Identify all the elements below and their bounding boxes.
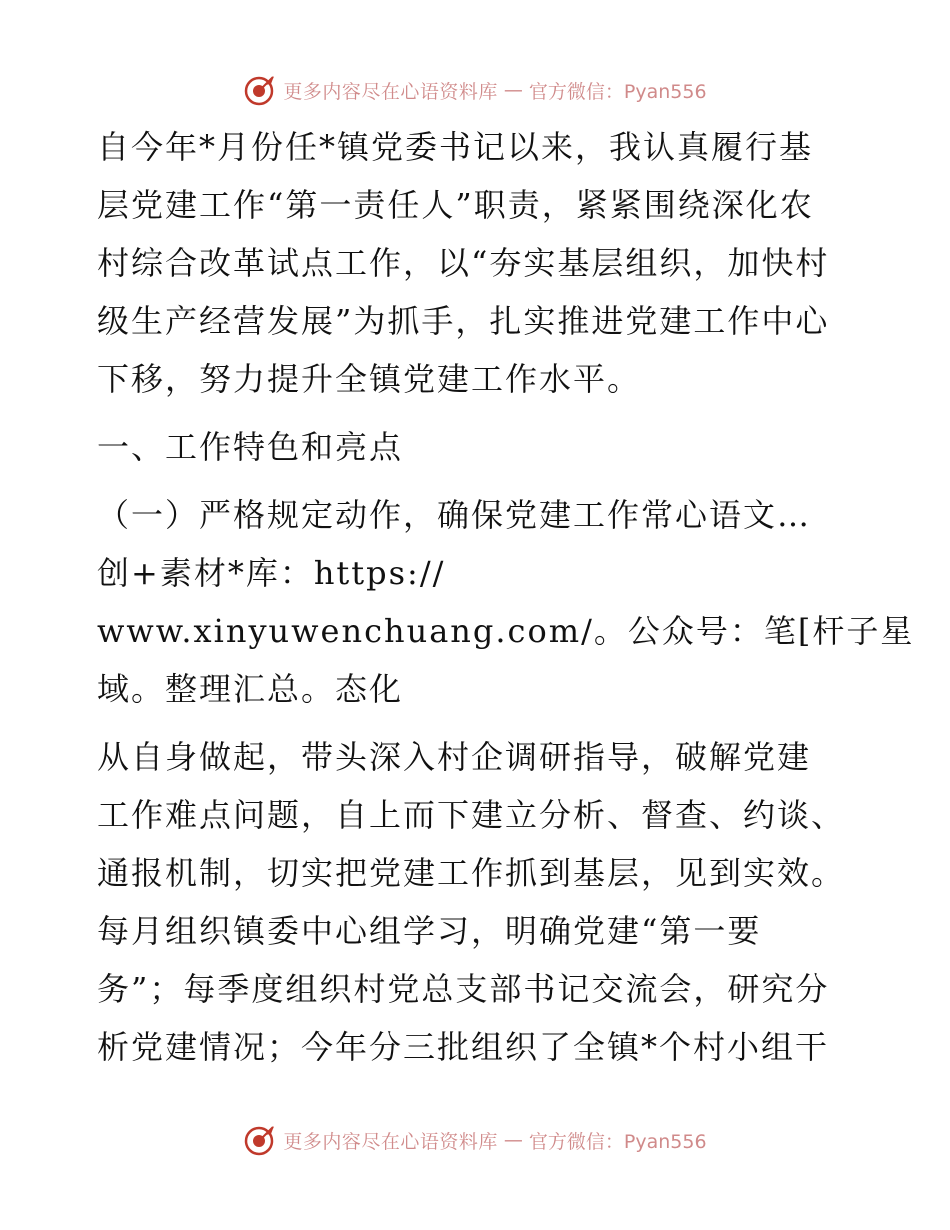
text-line: 通报机制，切实把党建工作抓到基层，见到实效。 [97,854,846,892]
text-line: （一）严格规定动作，确保党建工作常心语文… [97,496,812,534]
watermark-contact: 官方微信：Pyan556 [528,80,707,103]
paragraph-body [97,728,857,1076]
text-line: 域。整理汇总。态化 [97,670,404,708]
text-line: 析党建情况；今年分三批组织了全镇*个村小组干 [97,1028,830,1066]
watermark-brand: 更多内容尽在心语资料库 [283,80,498,103]
watermark-separator: — [503,1129,523,1151]
text-line: www.xinyuwenchuang.com/。公众号：笔[杆子星 [97,612,915,650]
paragraph-subheading [97,486,915,718]
text-line: 下移，努力提升全镇党建工作水平。 [97,360,642,398]
watermark-contact: 官方微信：Pyan556 [528,1130,707,1153]
text-line: 从自身做起，带头深入村企调研指导，破解党建 [97,738,812,776]
quill-logo-icon [243,1123,277,1157]
text-line: 自今年*月份任*镇党委书记以来，我认真履行基 [97,128,814,166]
header-watermark [0,70,950,110]
text-line: 务”；每季度组织村党总支部书记交流会，研究分 [97,970,830,1008]
text-line: 每月组织镇委中心组学习，明确党建“第一要 [97,912,762,950]
text-line: 工作难点问题，自上而下建立分析、督查、约谈、 [97,796,846,834]
document-body [97,118,915,1076]
heading-line: 一、工作特色和亮点 [97,428,404,466]
watermark-separator: — [503,79,523,101]
text-line: 创+素材*库：https:// [97,554,446,592]
text-line: 村综合改革试点工作，以“夯实基层组织，加快村 [97,244,830,282]
paragraph-intro [97,118,857,408]
quill-logo-icon [243,73,277,107]
text-line: 层党建工作“第一责任人”职责，紧紧围绕深化农 [97,186,814,224]
section-heading [97,418,857,476]
text-line: 级生产经营发展”为抓手，扎实推进党建工作中心 [97,302,830,340]
footer-watermark [0,1120,950,1160]
watermark-brand: 更多内容尽在心语资料库 [283,1130,498,1153]
